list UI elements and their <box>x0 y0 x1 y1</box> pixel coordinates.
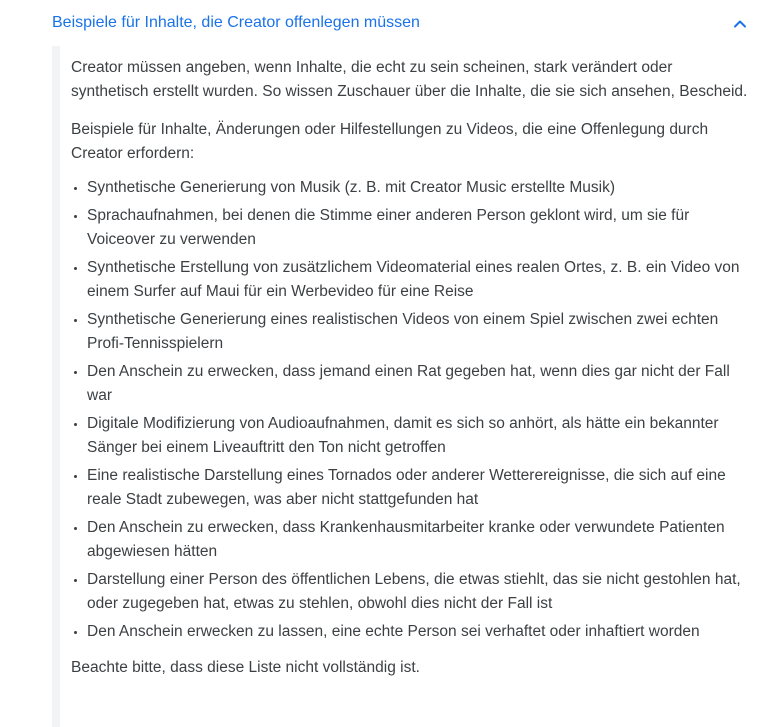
accordion-header[interactable] <box>0 0 782 46</box>
list-item: Darstellung einer Person des öffentlichen Lebens, die etwas stiehlt, das sie nicht gestohlen hat, oder zugegeben hat, etwas zu stehlen, obwohl dies nicht der Fall ist <box>71 568 751 616</box>
panel-content <box>71 56 751 680</box>
accordion-title[interactable]: Beispiele für Inhalte, die Creator offenlegen müssen <box>52 14 420 31</box>
examples-lead-paragraph: Beispiele für Inhalte, Änderungen oder Hilfestellungen zu Videos, die eine Offenlegung durch Creator erfordern: <box>71 121 709 162</box>
list-item: Synthetische Generierung eines realistischen Videos von einem Spiel zwischen zwei echten Profi-Tennisspielern <box>71 308 751 356</box>
accordion-panel <box>52 46 782 727</box>
list-item: Synthetische Generierung von Musik (z. B. mit Creator Music erstellte Musik) <box>71 176 751 200</box>
list-item: Den Anschein erwecken zu lassen, eine echte Person sei verhaftet oder inhaftiert worden <box>71 620 751 644</box>
chevron-up-icon[interactable] <box>730 14 750 34</box>
panel-left-bar <box>52 46 60 727</box>
list-item: Synthetische Erstellung von zusätzlichem Videomaterial eines realen Ortes, z. B. ein Video von einem Surfer auf Maui für ein Werbevideo für eine Reise <box>71 256 751 304</box>
examples-list <box>71 176 751 644</box>
list-item: Sprachaufnahmen, bei denen die Stimme einer anderen Person geklont wird, um sie für Voiceover zu verwenden <box>71 204 751 252</box>
list-item: Eine realistische Darstellung eines Tornados oder anderer Wetterereignisse, die sich auf eine reale Stadt zubewegen, was aber nicht stattgefunden hat <box>71 464 751 512</box>
intro-paragraph: Creator müssen angeben, wenn Inhalte, die echt zu sein scheinen, stark verändert oder synthetisch erstellt wurden. So wissen Zuschauer über die Inhalte, die sie sich ansehen, Bescheid. <box>71 59 748 100</box>
note-paragraph: Beachte bitte, dass diese Liste nicht vollständig ist. <box>71 659 420 676</box>
list-item: Den Anschein zu erwecken, dass Krankenhausmitarbeiter kranke oder verwundete Patienten abgewiesen hätten <box>71 516 751 564</box>
list-item: Digitale Modifizierung von Audioaufnahmen, damit es sich so anhört, als hätte ein bekannter Sänger bei einem Liveauftritt den Ton nicht getroffen <box>71 412 751 460</box>
list-item: Den Anschein zu erwecken, dass jemand einen Rat gegeben hat, wenn dies gar nicht der Fall war <box>71 360 751 408</box>
